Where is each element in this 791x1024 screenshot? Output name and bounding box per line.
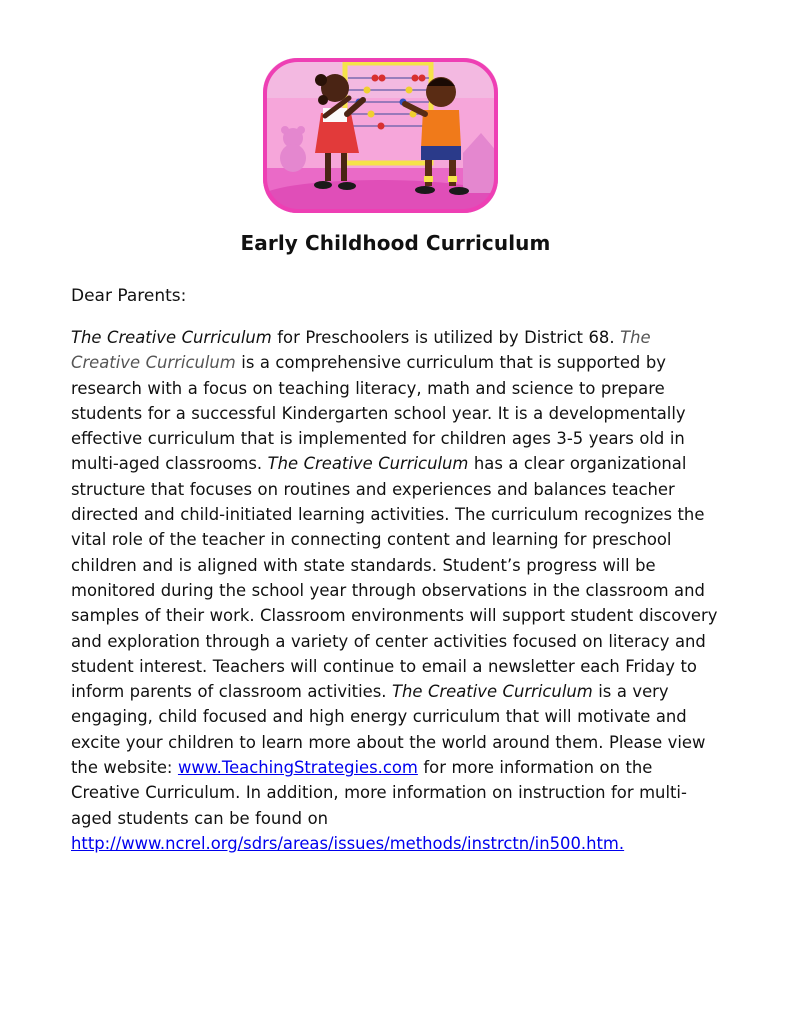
body-line bbox=[71, 350, 751, 375]
body-line bbox=[71, 831, 751, 856]
curriculum-title: The Creative Curriculum bbox=[71, 328, 272, 347]
body-text: is a comprehensive curriculum that is supported by bbox=[235, 353, 666, 373]
body-text: multi-aged classrooms. bbox=[71, 454, 268, 474]
curriculum-title: Creative Curriculum bbox=[71, 353, 236, 373]
body-line: and exploration through a variety of center activities focused on literacy and bbox=[71, 631, 706, 651]
letter-body bbox=[71, 325, 751, 856]
page-title: Early Childhood Curriculum bbox=[240, 231, 551, 255]
body-text: for Preschoolers is utilized by District 68. bbox=[271, 328, 621, 347]
greeting: Dear Parents: bbox=[71, 286, 187, 306]
body-line: structure that focuses on routines and experiences and balances teacher bbox=[71, 479, 675, 499]
body-line bbox=[71, 755, 751, 780]
ncrel-link[interactable]: http://www.ncrel.org/sdrs/areas/issues/methods/instrctn/in500.htm. bbox=[71, 833, 625, 853]
body-line: aged students can be found on bbox=[71, 808, 329, 828]
body-line: students for a successful Kindergarten school year. It is a developmentally bbox=[71, 403, 686, 423]
body-line: student interest. Teachers will continue to email a newsletter each Friday to bbox=[71, 656, 697, 676]
body-line: samples of their work. Classroom environments will support student discovery bbox=[71, 606, 718, 626]
body-text: has a clear organizational bbox=[468, 454, 687, 474]
body-line bbox=[71, 679, 751, 704]
children-abacus-illustration bbox=[263, 58, 498, 213]
body-text: inform parents of classroom activities. bbox=[71, 682, 392, 702]
body-line bbox=[71, 451, 751, 476]
body-text: is a very bbox=[592, 682, 669, 702]
body-line: directed and child-initiated learning activities. The curriculum recognizes the bbox=[71, 505, 705, 525]
curriculum-title: The Creative Curriculum bbox=[391, 682, 593, 702]
body-line: Creative Curriculum. In addition, more information on instruction for multi- bbox=[71, 783, 687, 803]
body-line: children and is aligned with state standards. Student’s progress will be bbox=[71, 555, 656, 575]
body-line: engaging, child focused and high energy curriculum that will motivate and bbox=[71, 707, 687, 727]
body-line: monitored during the school year through observations in the classroom and bbox=[71, 580, 705, 600]
curriculum-title: The bbox=[620, 328, 651, 347]
body-text: the website: bbox=[71, 758, 178, 778]
teaching-strategies-link[interactable]: www.TeachingStrategies.com bbox=[177, 758, 418, 778]
body-line: excite your children to learn more about the world around them. Please view bbox=[71, 732, 706, 752]
body-text: for more information on the bbox=[417, 758, 653, 778]
body-line: vital role of the teacher in connecting content and learning for preschool bbox=[71, 530, 672, 550]
curriculum-title: The Creative Curriculum bbox=[267, 454, 469, 474]
body-line bbox=[71, 325, 751, 350]
body-line: research with a focus on teaching literacy, math and science to prepare bbox=[71, 378, 665, 398]
body-line: effective curriculum that is implemented for children ages 3-5 years old in bbox=[71, 429, 685, 449]
